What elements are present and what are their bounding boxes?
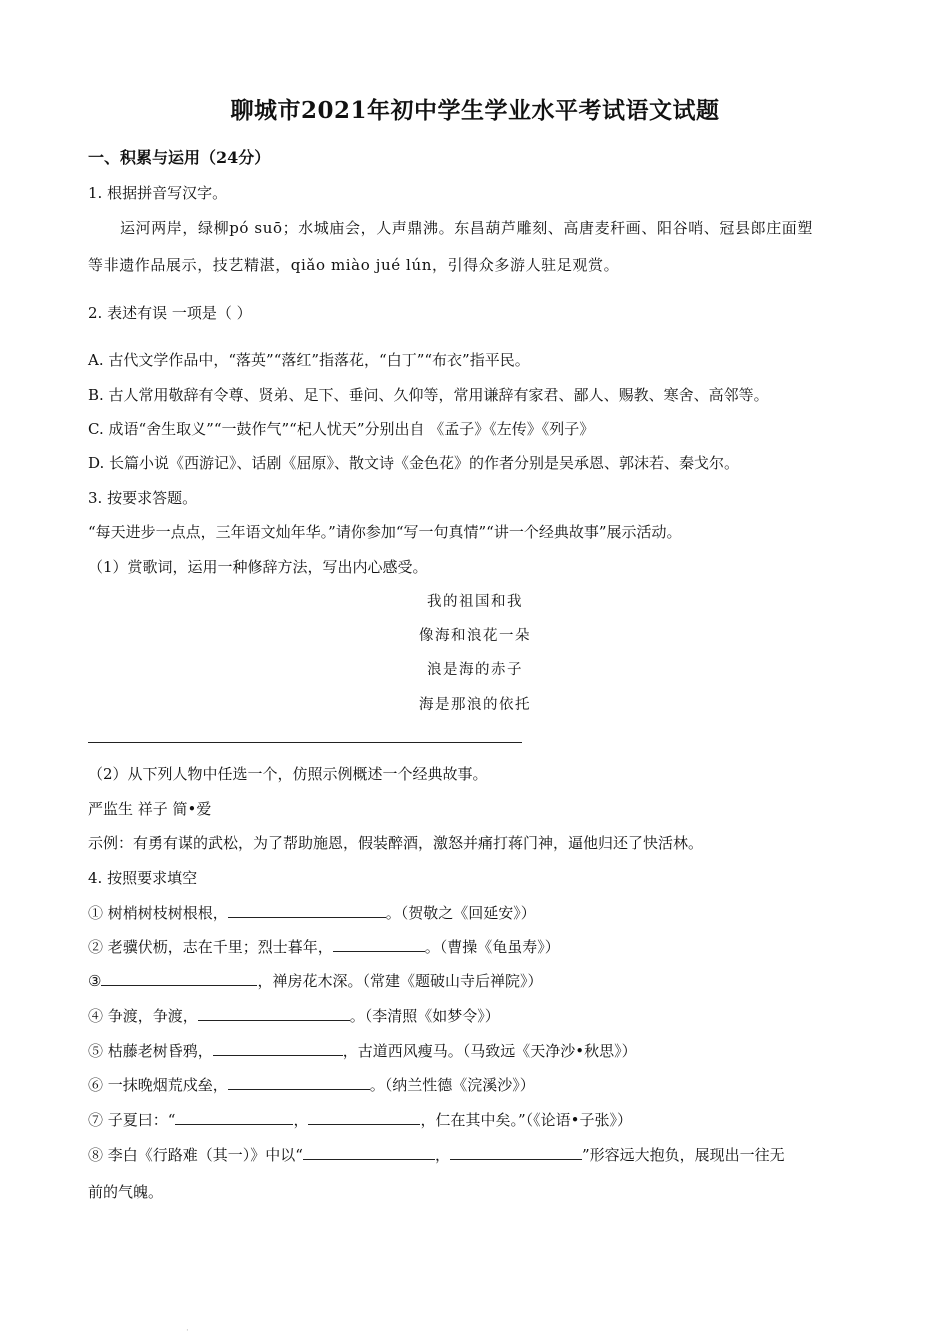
fill-blank[interactable] bbox=[450, 1145, 582, 1160]
fill-blank[interactable] bbox=[228, 1075, 370, 1090]
fill-text: ⑤ 枯藤老树昏鸦， bbox=[88, 1042, 213, 1060]
q3-intro: “每天进步一点点，三年语文灿年华。”请你参加“写一句真情”“讲一个经典故事”展示活动。 bbox=[88, 523, 682, 541]
fill-item-7 bbox=[88, 1110, 632, 1130]
fill-blank[interactable] bbox=[213, 1041, 343, 1056]
q1-passage-line2: 等非遗作品展示，技艺精湛，qiǎo miào jué lún，引得众多游人驻足观赏。 bbox=[88, 256, 620, 274]
q1-passage-line1: 运河两岸，绿柳pó suō；水城庙会，人声鼎沸。东昌葫芦雕刻、高唐麦秆画、阳谷哨、冠县郎庄面塑 bbox=[120, 219, 813, 237]
q4-stem: 4. 按照要求填空 bbox=[88, 869, 198, 887]
q2-option-a: A. 古代文学作品中，“落英”“落红”指落花，“白丁”“布衣”指平民。 bbox=[88, 351, 530, 369]
fill-text: 。（李清照《如梦令》） bbox=[349, 1007, 500, 1025]
fill-text: ，古道西风瘦马。（马致远《天净沙•秋思》） bbox=[342, 1042, 637, 1060]
q3-example: 示例：有勇有谋的武松，为了帮助施恩，假装醉酒，激怒并痛打蒋门神，逼他归还了快活林。 bbox=[88, 834, 704, 852]
fill-text: ， bbox=[293, 1111, 309, 1129]
poem-line: 海是那浪的依托 bbox=[419, 697, 531, 713]
fill-item-5 bbox=[88, 1041, 637, 1061]
q3-part2: （2）从下列人物中任选一个，仿照示例概述一个经典故事。 bbox=[88, 765, 488, 783]
fill-text: ① 树梢树枝树根根， bbox=[88, 904, 228, 922]
q3-stem: 3. 按要求答题。 bbox=[88, 489, 198, 507]
poem-line: 我的祖国和我 bbox=[427, 594, 523, 610]
fill-text: ，禅房花木深。（常建《题破山寺后禅院》） bbox=[257, 972, 543, 990]
fill-item-8 bbox=[88, 1145, 785, 1165]
fill-blank[interactable] bbox=[308, 1110, 420, 1125]
q2-option-c: C. 成语“舍生取义”“一鼓作气”“杞人忧天”分别出自 《孟子》《左传》《列子》 bbox=[88, 420, 595, 438]
fill-text: ④ 争渡，争渡， bbox=[88, 1007, 198, 1025]
answer-line[interactable] bbox=[88, 742, 522, 743]
fill-text: 。（贺敬之《回延安》） bbox=[385, 904, 536, 922]
fill-item-8-continued: 前的气魄。 bbox=[88, 1183, 164, 1201]
q2-stem: 2. 表述有误 一项是（ ） bbox=[88, 304, 252, 322]
fill-text: 。（曹操《龟虽寿》） bbox=[424, 938, 560, 956]
fill-item-4 bbox=[88, 1006, 500, 1026]
fill-text: ③ bbox=[88, 972, 102, 990]
fill-blank[interactable] bbox=[175, 1110, 293, 1125]
fill-item-6 bbox=[88, 1075, 535, 1095]
q2-option-d: D. 长篇小说《西游记》、话剧《屈原》、散文诗《金色花》的作者分别是吴承恩、郭沫若、秦戈尔。 bbox=[88, 454, 740, 472]
fill-text: ⑧ 李白《行路难（其一）》中以“ bbox=[88, 1146, 303, 1164]
fill-blank[interactable] bbox=[101, 971, 257, 986]
fill-blank[interactable] bbox=[333, 937, 425, 952]
fill-text: ⑥ 一抹晚烟荒戍垒， bbox=[88, 1076, 228, 1094]
poem-line: 浪是海的赤子 bbox=[427, 662, 523, 678]
q3-people: 严监生 祥子 简•爱 bbox=[88, 800, 212, 818]
fill-blank[interactable] bbox=[198, 1006, 350, 1021]
fill-text: ”形容远大抱负，展现出一往无 bbox=[581, 1146, 785, 1164]
fill-text: ， bbox=[434, 1146, 450, 1164]
page-title: 聊城市2021年初中学生学业水平考试语文试题 bbox=[230, 97, 720, 124]
fill-blank[interactable] bbox=[228, 903, 386, 918]
fill-text: ，仁在其中矣。”（《论语•子张》） bbox=[420, 1111, 632, 1129]
q2-option-b: B. 古人常用敬辞有令尊、贤弟、足下、垂问、久仰等，常用谦辞有家君、鄙人、赐教、寒舍、高邻等。 bbox=[88, 386, 769, 404]
fill-text: 。（纳兰性德《浣溪沙》） bbox=[369, 1076, 535, 1094]
q3-part1: （1）赏歌词，运用一种修辞方法，写出内心感受。 bbox=[88, 558, 428, 576]
footer-mark: · bbox=[186, 1326, 189, 1336]
poem-line: 像海和浪花一朵 bbox=[419, 628, 531, 644]
fill-item-1 bbox=[88, 903, 536, 923]
fill-text: ⑦ 子夏曰：“ bbox=[88, 1111, 176, 1129]
fill-item-2 bbox=[88, 937, 560, 957]
fill-item-3 bbox=[88, 971, 542, 991]
q1-stem: 1. 根据拼音写汉字。 bbox=[88, 184, 228, 202]
section-heading: 一、积累与运用（24分） bbox=[88, 148, 271, 167]
fill-blank[interactable] bbox=[303, 1145, 435, 1160]
fill-text: ② 老骥伏枥，志在千里；烈士暮年， bbox=[88, 938, 333, 956]
